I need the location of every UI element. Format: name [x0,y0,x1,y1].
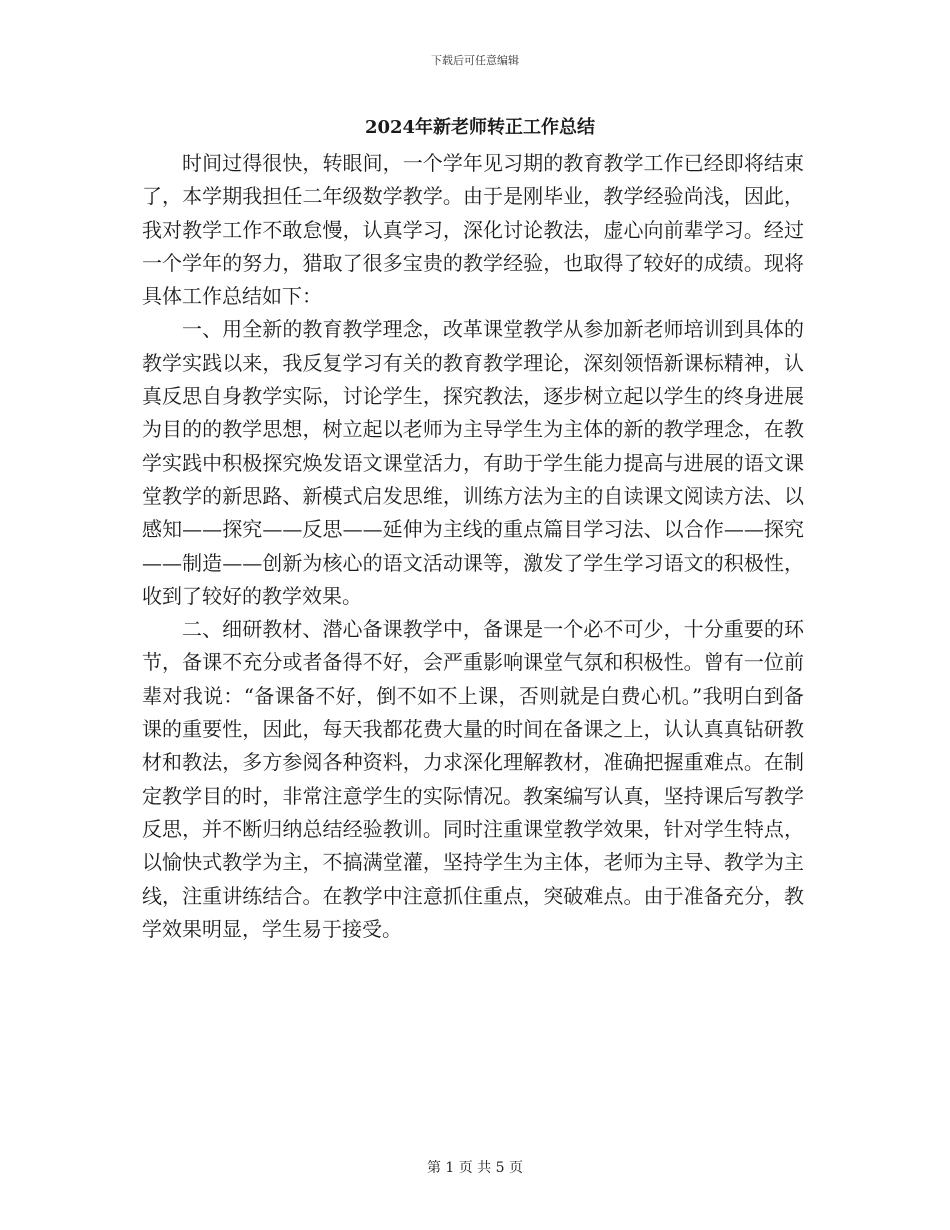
paragraph-intro: 时间过得很快，转眼间，一个学年见习期的教育教学工作已经即将结束了，本学期我担任二年级数学教学。由于是刚毕业，教学经验尚浅，因此，我对教学工作不敢怠慢，认真学习，深化讨论教法，虚心向前辈学习。经过一个学年的努力，猎取了很多宝贵的教学经验，也取得了较好的成绩。现将具体工作总结如下： [142,151,804,309]
document-body [142,147,804,946]
page-header-note: 下载后可任意编辑 [431,54,519,67]
page-number: 第 1 页 共 5 页 [426,1160,524,1176]
paragraph-section-one: 一、用全新的教育教学理念，改革课堂教学从参加新老师培训到具体的教学实践以来，我反复学习有关的教育教学理论，深刻领悟新课标精神，认真反思自身教学实际，讨论学生，探究教法，逐步树立起以学生的终身进展为目的的教学思想，树立起以老师为主导学生为主体的新的教学理念，在教学实践中积极探究焕发语文课堂活力，有助于学生能力提高与进展的语文课堂教学的新思路、新模式启发思维，训练方法为主的自读课文阅读方法、以感知——探究——反思——延伸为主线的重点篇目学习法、以合作——探究——制造——创新为核心的语文活动课等，激发了学生学习语文的积极性，收到了较好的教学效果。 [142,317,804,608]
paragraph-section-two: 二、细研教材、潜心备课教学中，备课是一个必不可少，十分重要的环节，备课不充分或者备得不好，会严重影响课堂气氛和积极性。曾有一位前辈对我说：“备课备不好，倒不如不上课，否则就是白费心机。”我明白到备课的重要性，因此，每天我都花费大量的时间在备课之上，认认真真钻研教材和教法，多方参阅各种资料，力求深化理解教材，准确把握重难点。在制定教学目的时，非常注意学生的实际情况。教案编写认真，坚持课后写教学反思，并不断归纳总结经验教训。同时注重课堂教学效果，针对学生特点，以愉快式教学为主，不搞满堂灌，坚持学生为主体，老师为主导、教学为主线，注重讲练结合。在教学中注意抓住重点，突破难点。由于准备充分，教学效果明显，学生易于接受。 [142,617,804,941]
document-title: 2024年新老师转正工作总结 [364,117,596,138]
